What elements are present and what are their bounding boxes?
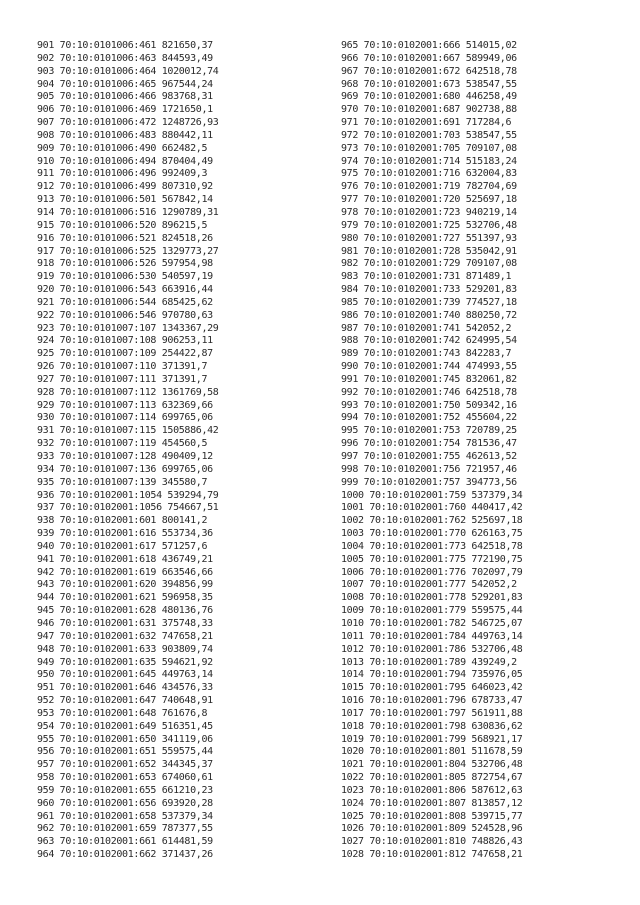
table-row: 992 70:10:0102001:746 642518,78 — [341, 386, 517, 398]
table-row: 946 70:10:0102001:631 375748,33 — [37, 617, 213, 629]
table-row: 929 70:10:0101007:113 632369,66 — [37, 399, 213, 411]
table-row: 918 70:10:0101006:526 597954,98 — [37, 258, 213, 270]
table-row: 947 70:10:0102001:632 747658,21 — [37, 630, 213, 642]
table-row: 912 70:10:0101006:499 807310,92 — [37, 181, 213, 193]
table-row: 906 70:10:0101006:469 1721650,1 — [37, 104, 213, 116]
table-row: 964 70:10:0102001:662 371437,26 — [37, 849, 213, 861]
table-row: 957 70:10:0102001:652 344345,37 — [37, 759, 213, 771]
table-row: 933 70:10:0101007:128 490409,12 — [37, 451, 213, 462]
table-row: 958 70:10:0102001:653 674060,61 — [37, 772, 213, 784]
table-row: 983 70:10:0102001:731 871489,1 — [341, 271, 512, 283]
table-row: 1015 70:10:0102001:795 646023,42 — [341, 682, 523, 694]
table-row: 1001 70:10:0102001:760 440417,42 — [341, 502, 523, 514]
table-row: 993 70:10:0102001:750 509342,16 — [341, 399, 517, 411]
table-row: 902 70:10:0101006:463 844593,49 — [37, 52, 213, 64]
table-row: 928 70:10:0101007:112 1361769,58 — [37, 386, 219, 398]
table-row: 945 70:10:0102001:628 480136,76 — [37, 605, 213, 617]
table-row: 1013 70:10:0102001:789 439249,2 — [341, 656, 517, 668]
table-row: 1018 70:10:0102001:798 630836,62 — [341, 720, 523, 732]
table-row: 935 70:10:0101007:139 345580,7 — [37, 476, 208, 488]
table-row: 960 70:10:0102001:656 693920,28 — [37, 797, 213, 809]
table-row: 991 70:10:0102001:745 832061,82 — [341, 373, 517, 385]
table-row: 934 70:10:0101007:136 699765,06 — [37, 463, 213, 475]
table-row: 1019 70:10:0102001:799 568921,17 — [341, 733, 523, 745]
table-row: 1006 70:10:0102001:776 702097,79 — [341, 566, 523, 578]
table-row: 975 70:10:0102001:716 632004,83 — [341, 168, 517, 180]
table-row: 908 70:10:0101006:483 880442,11 — [37, 129, 213, 141]
table-row: 914 70:10:0101006:516 1290789,31 — [37, 206, 219, 218]
table-row: 1005 70:10:0102001:775 772190,75 — [341, 553, 523, 565]
table-row: 979 70:10:0102001:725 532706,48 — [341, 219, 517, 231]
table-row: 1002 70:10:0102001:762 525697,18 — [341, 515, 523, 527]
table-row: 926 70:10:0101007:110 371391,7 — [37, 361, 208, 373]
table-row: 986 70:10:0102001:740 880250,72 — [341, 309, 517, 321]
table-row: 953 70:10:0102001:648 761676,8 — [37, 707, 208, 719]
table-row: 923 70:10:0101007:107 1343367,29 — [37, 322, 219, 334]
table-row: 1009 70:10:0102001:779 559575,44 — [341, 605, 523, 617]
table-row: 905 70:10:0101006:466 983768,31 — [37, 91, 213, 103]
table-row: 972 70:10:0102001:703 538547,55 — [341, 129, 517, 141]
table-row: 989 70:10:0102001:743 842283,7 — [341, 348, 512, 360]
table-row: 944 70:10:0102001:621 596958,35 — [37, 592, 213, 604]
table-row: 1016 70:10:0102001:796 678733,47 — [341, 695, 523, 707]
table-row: 903 70:10:0101006:464 1020012,74 — [37, 65, 219, 77]
table-row: 994 70:10:0102001:752 455604,22 — [341, 412, 517, 424]
table-row: 969 70:10:0102001:680 446258,49 — [341, 91, 517, 103]
table-row: 927 70:10:0101007:111 371391,7 — [37, 373, 208, 385]
table-row: 977 70:10:0102001:720 525697,18 — [341, 194, 517, 206]
table-row: 910 70:10:0101006:494 870404,49 — [37, 155, 213, 167]
table-row: 952 70:10:0102001:647 740648,91 — [37, 695, 213, 707]
table-row: 1008 70:10:0102001:778 529201,83 — [341, 592, 523, 604]
table-row: 980 70:10:0102001:727 551397,93 — [341, 232, 517, 244]
table-row: 997 70:10:0102001:755 462613,52 — [341, 451, 517, 462]
table-row: 998 70:10:0102001:756 721957,46 — [341, 463, 517, 475]
table-row: 925 70:10:0101007:109 254422,87 — [37, 348, 213, 360]
table-row: 978 70:10:0102001:723 940219,14 — [341, 206, 517, 218]
table-row: 911 70:10:0101006:496 992409,3 — [37, 168, 208, 180]
table-row: 951 70:10:0102001:646 434576,33 — [37, 682, 213, 694]
table-row: 967 70:10:0102001:672 642518,78 — [341, 65, 517, 77]
table-row: 909 70:10:0101006:490 662482,5 — [37, 142, 208, 154]
table-row: 942 70:10:0102001:619 663546,66 — [37, 566, 213, 578]
table-row: 938 70:10:0102001:601 800141,2 — [37, 515, 208, 527]
table-row: 1025 70:10:0102001:808 539715,77 — [341, 810, 523, 822]
table-row: 999 70:10:0102001:757 394773,56 — [341, 476, 517, 488]
table-row: 1023 70:10:0102001:806 587612,63 — [341, 784, 523, 796]
table-row: 971 70:10:0102001:691 717284,6 — [341, 117, 512, 129]
table-row: 916 70:10:0101006:521 824518,26 — [37, 232, 213, 244]
table-row: 1010 70:10:0102001:782 546725,07 — [341, 617, 523, 629]
table-row: 962 70:10:0102001:659 787377,55 — [37, 823, 213, 835]
table-row: 917 70:10:0101006:525 1329773,27 — [37, 245, 219, 257]
table-row: 1012 70:10:0102001:786 532706,48 — [341, 643, 523, 655]
table-row: 959 70:10:0102001:655 661210,23 — [37, 784, 213, 796]
table-row: 988 70:10:0102001:742 624995,54 — [341, 335, 517, 347]
table-row: 961 70:10:0102001:658 537379,34 — [37, 810, 213, 822]
table-row: 1017 70:10:0102001:797 561911,88 — [341, 707, 523, 719]
table-row: 1003 70:10:0102001:770 626163,75 — [341, 528, 523, 540]
table-row: 932 70:10:0101007:119 454560,5 — [37, 438, 208, 450]
table-row: 921 70:10:0101006:544 685425,62 — [37, 296, 213, 308]
table-row: 1021 70:10:0102001:804 532706,48 — [341, 759, 523, 771]
right-column — [341, 40, 631, 862]
table-row: 939 70:10:0102001:616 553734,36 — [37, 528, 213, 540]
table-row: 915 70:10:0101006:520 896215,5 — [37, 219, 208, 231]
table-row: 907 70:10:0101006:472 1248726,93 — [37, 117, 219, 129]
table-row: 931 70:10:0101007:115 1505886,42 — [37, 425, 219, 437]
table-row: 950 70:10:0102001:645 449763,14 — [37, 669, 213, 681]
left-column — [37, 40, 327, 862]
table-row: 956 70:10:0102001:651 559575,44 — [37, 746, 213, 758]
table-row: 990 70:10:0102001:744 474993,55 — [341, 361, 517, 373]
table-row: 949 70:10:0102001:635 594621,92 — [37, 656, 213, 668]
table-row: 941 70:10:0102001:618 436749,21 — [37, 553, 213, 565]
table-row: 937 70:10:0102001:1056 754667,51 — [37, 502, 219, 514]
table-row: 930 70:10:0101007:114 699765,06 — [37, 412, 213, 424]
table-row: 904 70:10:0101006:465 967544,24 — [37, 78, 213, 90]
table-row: 1000 70:10:0102001:759 537379,34 — [341, 489, 523, 501]
table-row: 1028 70:10:0102001:812 747658,21 — [341, 849, 523, 861]
table-row: 1004 70:10:0102001:773 642518,78 — [341, 540, 523, 552]
table-row: 922 70:10:0101006:546 970780,63 — [37, 309, 213, 321]
table-row: 982 70:10:0102001:729 709107,08 — [341, 258, 517, 270]
table-row: 968 70:10:0102001:673 538547,55 — [341, 78, 517, 90]
table-row: 901 70:10:0101006:461 821650,37 — [37, 40, 213, 51]
table-row: 981 70:10:0102001:728 535042,91 — [341, 245, 517, 257]
table-row: 955 70:10:0102001:650 341119,06 — [37, 733, 213, 745]
table-row: 976 70:10:0102001:719 782704,69 — [341, 181, 517, 193]
table-row: 920 70:10:0101006:543 663916,44 — [37, 284, 213, 296]
table-row: 995 70:10:0102001:753 720789,25 — [341, 425, 517, 437]
table-row: 963 70:10:0102001:661 614481,59 — [37, 836, 213, 848]
table-row: 940 70:10:0102001:617 571257,6 — [37, 540, 208, 552]
table-row: 970 70:10:0102001:687 902738,88 — [341, 104, 517, 116]
table-row: 973 70:10:0102001:705 709107,08 — [341, 142, 517, 154]
table-row: 1020 70:10:0102001:801 511678,59 — [341, 746, 523, 758]
table-row: 954 70:10:0102001:649 516351,45 — [37, 720, 213, 732]
table-row: 966 70:10:0102001:667 589949,06 — [341, 52, 517, 64]
table-row: 1027 70:10:0102001:810 748826,43 — [341, 836, 523, 848]
table-row: 1024 70:10:0102001:807 813857,12 — [341, 797, 523, 809]
table-row: 984 70:10:0102001:733 529201,83 — [341, 284, 517, 296]
table-row: 1014 70:10:0102001:794 735976,05 — [341, 669, 523, 681]
table-row: 985 70:10:0102001:739 774527,18 — [341, 296, 517, 308]
table-row: 1011 70:10:0102001:784 449763,14 — [341, 630, 523, 642]
table-row: 996 70:10:0102001:754 781536,47 — [341, 438, 517, 450]
table-row: 1022 70:10:0102001:805 872754,67 — [341, 772, 523, 784]
table-row: 948 70:10:0102001:633 903809,74 — [37, 643, 213, 655]
table-row: 965 70:10:0102001:666 514015,02 — [341, 40, 517, 51]
table-row: 919 70:10:0101006:530 540597,19 — [37, 271, 213, 283]
table-row: 1026 70:10:0102001:809 524528,96 — [341, 823, 523, 835]
table-row: 974 70:10:0102001:714 515183,24 — [341, 155, 517, 167]
table-row: 1007 70:10:0102001:777 542052,2 — [341, 579, 517, 591]
table-row: 924 70:10:0101007:108 906253,11 — [37, 335, 213, 347]
table-row: 943 70:10:0102001:620 394856,99 — [37, 579, 213, 591]
table-row: 936 70:10:0102001:1054 539294,79 — [37, 489, 219, 501]
table-row: 987 70:10:0102001:741 542052,2 — [341, 322, 512, 334]
table-row: 913 70:10:0101006:501 567842,14 — [37, 194, 213, 206]
